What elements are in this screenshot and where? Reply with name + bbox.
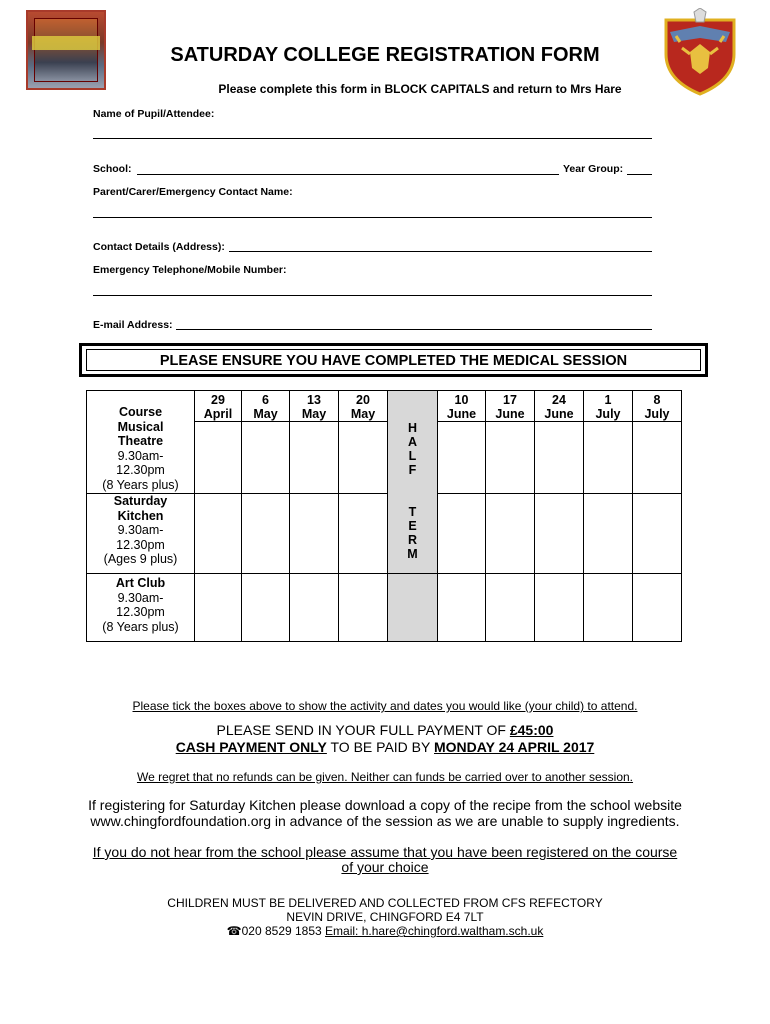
tick-box[interactable] — [584, 574, 633, 642]
page-subtitle: Please complete this form in BLOCK CAPITALS and return to Mrs Hare — [218, 82, 622, 96]
year-group-field[interactable] — [627, 174, 652, 175]
tick-box[interactable] — [584, 494, 633, 574]
half-term-column: H A L F T E R M — [388, 391, 438, 574]
payment-deadline: MONDAY 24 APRIL 2017 — [434, 739, 595, 755]
date-header: 6 May — [242, 391, 290, 422]
date-header: 29 April — [195, 391, 242, 422]
course-name-line: Theatre — [117, 434, 164, 448]
course-column — [87, 391, 195, 494]
pupil-name-field[interactable] — [93, 138, 652, 139]
date-header: 24 June — [535, 391, 584, 422]
parent-name-field[interactable] — [93, 217, 652, 218]
tick-box[interactable] — [339, 422, 388, 494]
payment-line-1: PLEASE SEND IN YOUR FULL PAYMENT OF £45:00 — [216, 722, 554, 738]
address-field[interactable] — [229, 251, 652, 252]
date-header: 13 May — [290, 391, 339, 422]
date-header: 20 May — [339, 391, 388, 422]
tick-box[interactable] — [242, 494, 290, 574]
footer-line-2: NEVIN DRIVE, CHINGFORD E4 7LT — [286, 910, 484, 924]
email-label: E-mail Address: — [93, 319, 173, 331]
medical-session-text: PLEASE ENSURE YOU HAVE COMPLETED THE MEDICAL SESSION — [86, 349, 701, 371]
cash-only: CASH PAYMENT ONLY — [175, 739, 327, 755]
tick-box[interactable] — [290, 494, 339, 574]
course-saturday-kitchen: Saturday Kitchen 9.30am- 12.30pm (Ages 9 plus) — [87, 494, 195, 574]
tick-box[interactable] — [535, 494, 584, 574]
date-header: 8 July — [633, 391, 682, 422]
phone-field[interactable] — [93, 295, 652, 296]
pupil-name-label: Name of Pupil/Attendee: — [93, 108, 215, 120]
payment-line-2: CASH PAYMENT ONLY TO BE PAID BY MONDAY 24 APRIL 2017 — [175, 739, 595, 755]
school-label: School: — [93, 163, 132, 175]
assume-note-1: If you do not hear from the school please assume that you have been registered on the course — [92, 844, 678, 860]
tick-box[interactable] — [290, 422, 339, 494]
tick-box[interactable] — [438, 494, 486, 574]
payment-amount: £45:00 — [509, 722, 554, 738]
tick-box[interactable] — [339, 574, 388, 642]
tick-instructions: Please tick the boxes above to show the activity and dates you would like (your child) to attend. — [132, 699, 638, 713]
date-header: 1 July — [584, 391, 633, 422]
tick-box[interactable] — [633, 422, 682, 494]
tick-box[interactable] — [486, 422, 535, 494]
footer-email-link[interactable]: Email: h.hare@chingford.waltham.sch.uk — [325, 924, 544, 938]
telephone-icon: ☎ — [226, 924, 242, 938]
tick-box[interactable] — [438, 574, 486, 642]
tick-box[interactable] — [633, 574, 682, 642]
date-header: 10 June — [438, 391, 486, 422]
tick-box[interactable] — [195, 422, 242, 494]
refund-note: We regret that no refunds can be given. Neither can funds be carried over to another session. — [136, 770, 634, 784]
course-detail-line: 9.30am- — [117, 448, 164, 463]
tick-box[interactable] — [195, 494, 242, 574]
course-name-line: Musical — [117, 419, 164, 434]
footer-line-1: CHILDREN MUST BE DELIVERED AND COLLECTED FROM CFS REFECTORY — [167, 896, 603, 910]
date-header: 17 June — [486, 391, 535, 422]
half-term-cell — [388, 574, 438, 642]
course-art-club: Art Club 9.30am- 12.30pm (8 Years plus) — [87, 574, 195, 642]
tick-box[interactable] — [486, 494, 535, 574]
year-group-label: Year Group: — [563, 163, 624, 175]
phone-label: Emergency Telephone/Mobile Number: — [93, 264, 287, 276]
tick-box[interactable] — [535, 422, 584, 494]
course-detail-line: 12.30pm — [116, 463, 165, 477]
tick-box[interactable] — [195, 574, 242, 642]
tick-box[interactable] — [339, 494, 388, 574]
email-field[interactable] — [176, 329, 652, 330]
medical-session-banner — [79, 343, 708, 377]
assume-note-2: of your choice — [341, 859, 429, 875]
tick-box[interactable] — [584, 422, 633, 494]
school-field[interactable] — [137, 174, 559, 175]
tick-box[interactable] — [438, 422, 486, 494]
footer-phone: 020 8529 1853 — [241, 924, 322, 938]
kitchen-note-1: If registering for Saturday Kitchen please download a copy of the recipe from the school website — [88, 797, 682, 813]
tick-box[interactable] — [486, 574, 535, 642]
tick-box[interactable] — [242, 574, 290, 642]
page-title: SATURDAY COLLEGE REGISTRATION FORM — [170, 44, 600, 66]
kitchen-note-2: www.chingfordfoundation.org in advance of the session as we are unable to supply ingredients. — [90, 813, 680, 829]
parent-name-label: Parent/Carer/Emergency Contact Name: — [93, 186, 293, 198]
footer-contact — [0, 924, 770, 938]
registration-table — [86, 390, 682, 642]
tick-box[interactable] — [242, 422, 290, 494]
address-label: Contact Details (Address): — [93, 241, 225, 253]
tick-box[interactable] — [290, 574, 339, 642]
tick-box[interactable] — [633, 494, 682, 574]
tick-box[interactable] — [535, 574, 584, 642]
course-header: Course — [118, 405, 163, 419]
course-detail-line: (8 Years plus) — [102, 477, 179, 492]
